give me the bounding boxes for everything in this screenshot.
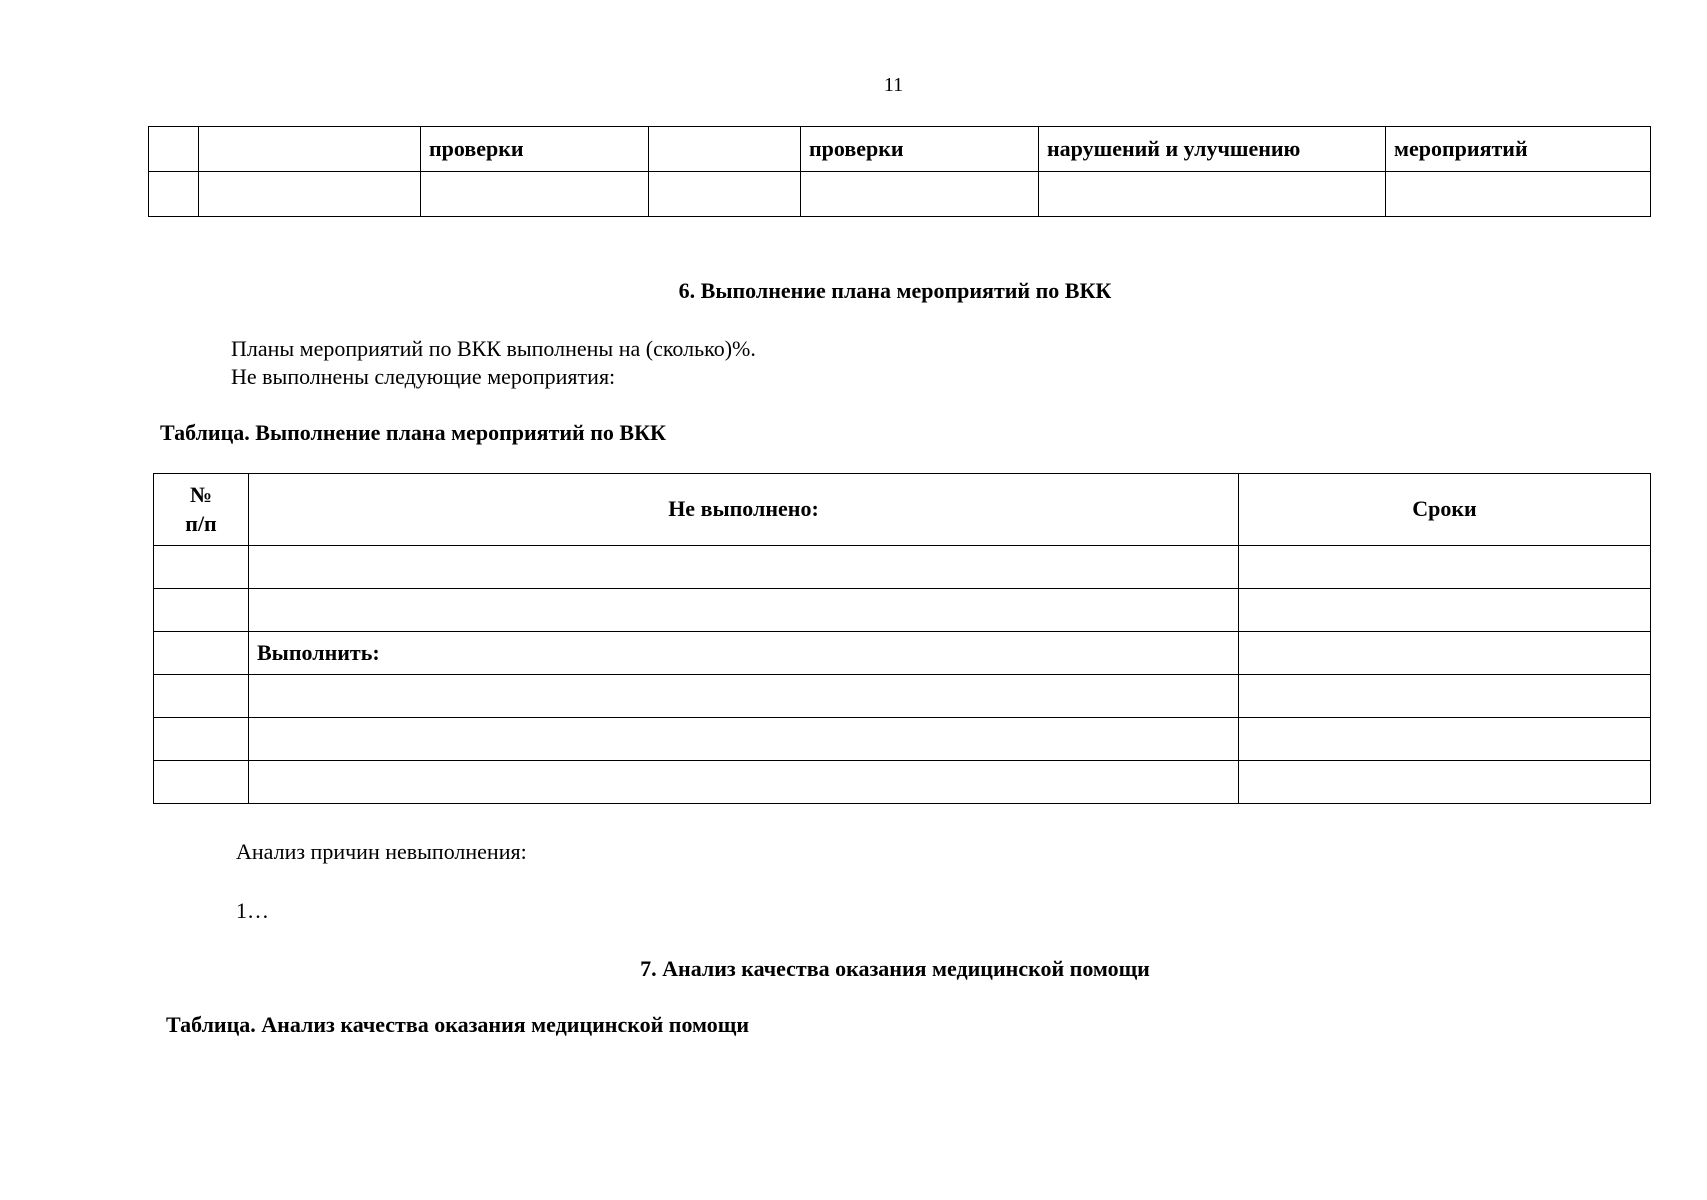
table-row (149, 127, 1651, 172)
column-header-number-line2: п/п (185, 510, 217, 536)
table-row (154, 546, 1651, 589)
table-cell (249, 675, 1239, 718)
table-cell (149, 172, 199, 217)
table-cell (1239, 718, 1651, 761)
table-cell (154, 589, 249, 632)
table-cell: проверки (421, 127, 649, 172)
table-row (154, 718, 1651, 761)
column-header-number-line1: № (189, 481, 213, 507)
table-cell (1239, 761, 1651, 804)
table-cell (199, 127, 421, 172)
table-cell: проверки (801, 127, 1039, 172)
table-header-row (154, 474, 1651, 546)
page-number: 11 (883, 74, 904, 96)
table-cell: нарушений и улучшению (1039, 127, 1386, 172)
table-cell (149, 127, 199, 172)
table-cell (199, 172, 421, 217)
column-header-deadline: Сроки (1239, 474, 1651, 546)
analysis-label: Анализ причин невыполнения: (236, 839, 527, 864)
table-cell (249, 589, 1239, 632)
table-row (154, 675, 1651, 718)
table-cell (154, 675, 249, 718)
table-cell (154, 546, 249, 589)
table-cell (249, 718, 1239, 761)
table-cell (801, 172, 1039, 217)
column-header-not-done: Не выполнено: (249, 474, 1239, 546)
table-cell (1239, 546, 1651, 589)
column-header-number (154, 474, 249, 546)
continued-table (148, 126, 1651, 217)
section-7-table-caption: Таблица. Анализ качества оказания медицинской помощи (166, 1012, 749, 1037)
section-6-paragraph-2: Не выполнены следующие мероприятия: (231, 364, 616, 389)
table-cell (649, 127, 801, 172)
table-cell (1039, 172, 1386, 217)
table-cell (154, 761, 249, 804)
to-do-label: Выполнить: (249, 632, 1239, 675)
section-6-paragraph-1: Планы мероприятий по ВКК выполнены на (сколько)%. (231, 336, 756, 361)
plan-execution-table (153, 473, 1651, 804)
table-cell (1386, 172, 1651, 217)
table-row (154, 632, 1651, 675)
table-row (154, 761, 1651, 804)
table-cell (154, 632, 249, 675)
table-cell (154, 718, 249, 761)
section-6-table-caption: Таблица. Выполнение плана мероприятий по ВКК (160, 420, 666, 445)
table-row (154, 589, 1651, 632)
table-cell (1239, 675, 1651, 718)
analysis-item: 1… (236, 898, 269, 923)
section-7-heading: 7. Анализ качества оказания медицинской помощи (640, 956, 1150, 981)
table-cell (1239, 589, 1651, 632)
section-6-heading: 6. Выполнение плана мероприятий по ВКК (678, 278, 1112, 303)
table-cell (249, 546, 1239, 589)
table-cell (1239, 632, 1651, 675)
table-cell (421, 172, 649, 217)
table-cell: мероприятий (1386, 127, 1651, 172)
table-cell (649, 172, 801, 217)
table-cell (249, 761, 1239, 804)
table-row (149, 172, 1651, 217)
